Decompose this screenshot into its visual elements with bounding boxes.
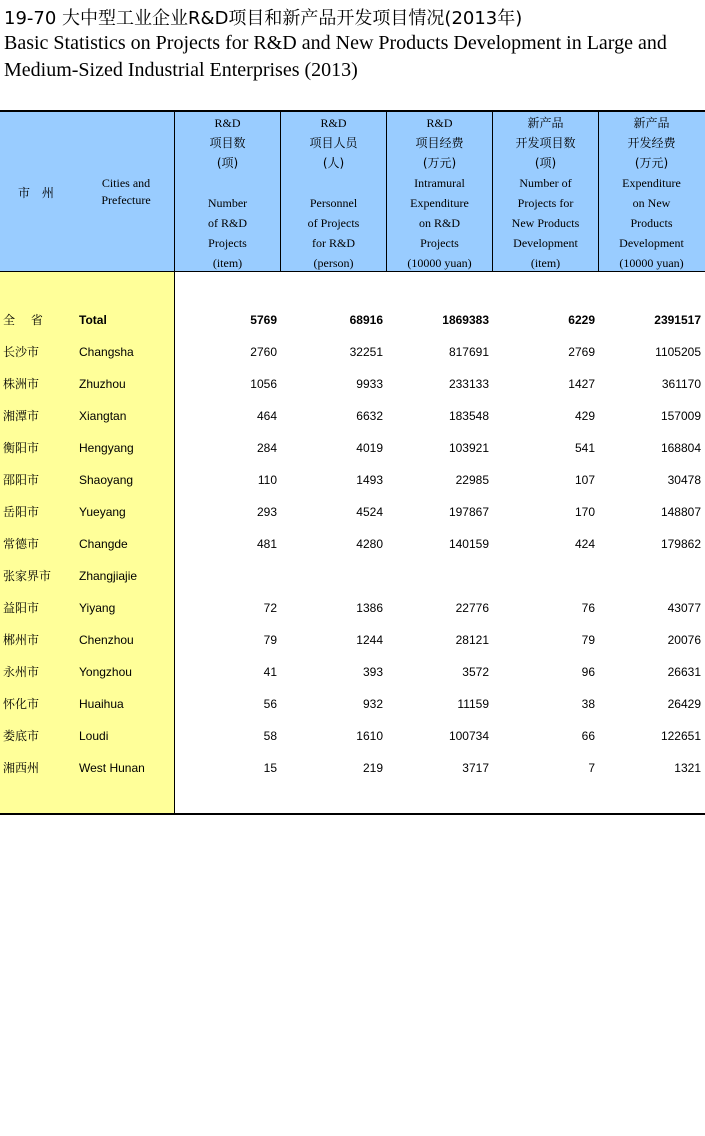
cell-value: 541 — [574, 441, 595, 455]
city-name-chinese: 湘潭市 — [3, 409, 40, 423]
table-row — [0, 760, 705, 792]
cell-value: 170 — [574, 505, 595, 519]
table-row — [0, 504, 705, 536]
statistics-table — [0, 110, 705, 815]
cell-value: 66 — [581, 729, 595, 743]
cell-value: 110 — [257, 473, 277, 487]
cell-value: 2769 — [568, 345, 595, 359]
cell-value: 1244 — [356, 633, 383, 647]
city-name-chinese: 张家界市 — [3, 569, 52, 583]
cell-value: 22776 — [455, 601, 489, 615]
cell-value: 1493 — [356, 473, 383, 487]
cell-value: 464 — [256, 409, 277, 423]
cell-value: 43077 — [667, 601, 701, 615]
cell-value: 5769 — [250, 313, 277, 327]
city-name-english: Shaoyang — [79, 473, 134, 487]
cell-value: 1386 — [356, 601, 383, 615]
cell-value: 817691 — [448, 345, 489, 359]
cell-value: 183548 — [448, 409, 489, 423]
table-row — [0, 728, 705, 760]
cell-value: 4280 — [356, 537, 383, 551]
cell-value: 219 — [362, 761, 383, 775]
cell-value: 6632 — [356, 409, 383, 423]
cell-value: 179862 — [660, 537, 701, 551]
cell-value: 38 — [581, 697, 595, 711]
table-row — [0, 344, 705, 376]
cell-value: 148807 — [660, 505, 701, 519]
city-name-english: Total — [79, 313, 107, 327]
cell-value: 140159 — [448, 537, 489, 551]
cell-value: 22985 — [455, 473, 489, 487]
cell-value: 32251 — [349, 345, 383, 359]
city-name-english: West Hunan — [79, 761, 145, 775]
city-name-english: Zhangjiajie — [79, 569, 138, 583]
cell-value: 481 — [256, 537, 277, 551]
city-name-chinese: 全 省 — [3, 313, 43, 327]
table-row — [0, 568, 705, 600]
column-header-rd-personnel: R&D 项目人员 (人) Personnel of Projects for R&D (person) — [307, 116, 360, 270]
column-divider — [492, 112, 493, 272]
cell-value: 26631 — [667, 665, 701, 679]
column-header-rd-expenditure: R&D 项目经费 (万元) Intramural Expenditure on R&D Projects (10000 yuan) — [407, 116, 472, 270]
cell-value: 233133 — [448, 377, 489, 391]
city-name-english: Changde — [79, 537, 128, 551]
table-row — [0, 440, 705, 472]
table-header — [0, 112, 705, 272]
city-name-chinese: 永州市 — [3, 665, 40, 679]
cell-value: 1321 — [674, 761, 701, 775]
cell-value: 6229 — [568, 313, 595, 327]
cell-value: 1610 — [356, 729, 383, 743]
city-header-chinese: 市 州 — [18, 186, 54, 200]
column-header-new-products-projects: 新产品 开发项目数 (项) Number of Projects for New Products Development (item) — [511, 116, 580, 270]
cell-value: 15 — [263, 761, 277, 775]
column-header-new-products-expenditure: 新产品 开发经费 (万元) Expenditure on New Products Development (10000 yuan) — [619, 116, 684, 270]
cell-value: 9933 — [356, 377, 383, 391]
city-name-english: Xiangtan — [79, 409, 127, 423]
cell-value: 1105205 — [655, 345, 701, 359]
city-name-chinese: 怀化市 — [3, 697, 40, 711]
cell-value: 7 — [588, 761, 595, 775]
cell-value: 4524 — [356, 505, 383, 519]
table-row — [0, 600, 705, 632]
cell-value: 293 — [256, 505, 277, 519]
cell-value: 100734 — [448, 729, 489, 743]
cell-value: 103921 — [448, 441, 489, 455]
page-title-english: Basic Statistics on Projects for R&D and New Products Development in Large and Medium-Sized Industrial Enterprises (2013) — [4, 32, 667, 81]
city-name-english: Loudi — [79, 729, 109, 743]
city-name-english: Yiyang — [79, 601, 116, 615]
cell-value: 424 — [574, 537, 595, 551]
cell-value: 28121 — [455, 633, 489, 647]
cell-value: 2391517 — [654, 313, 701, 327]
cell-value: 429 — [574, 409, 595, 423]
cell-value: 11159 — [457, 697, 489, 711]
city-name-chinese: 邵阳市 — [3, 473, 40, 487]
column-divider — [598, 112, 599, 272]
cell-value: 72 — [263, 601, 277, 615]
cell-value: 58 — [263, 729, 277, 743]
city-name-chinese: 常德市 — [3, 537, 40, 551]
city-name-chinese: 衡阳市 — [3, 441, 40, 455]
cell-value: 20076 — [667, 633, 701, 647]
cell-value: 56 — [263, 697, 277, 711]
city-name-english: Zhuzhou — [79, 377, 126, 391]
cell-value: 157009 — [660, 409, 701, 423]
page-title-chinese: 19-70 大中型工业企业R&D项目和新产品开发项目情况(2013年) — [4, 8, 523, 29]
table-row — [0, 696, 705, 728]
cell-value: 96 — [581, 665, 595, 679]
city-name-chinese: 益阳市 — [3, 601, 40, 615]
city-name-chinese: 岳阳市 — [3, 505, 40, 519]
cell-value: 284 — [256, 441, 277, 455]
city-name-chinese: 长沙市 — [3, 345, 40, 359]
city-name-chinese: 娄底市 — [3, 729, 40, 743]
cell-value: 41 — [263, 665, 277, 679]
table-row-total — [0, 312, 705, 344]
table-row — [0, 536, 705, 568]
table-row — [0, 376, 705, 408]
column-divider — [280, 112, 281, 272]
cell-value: 197867 — [448, 505, 489, 519]
cell-value: 76 — [581, 601, 595, 615]
cell-value: 30478 — [667, 473, 701, 487]
cell-value: 107 — [574, 473, 595, 487]
cell-value: 3572 — [462, 665, 489, 679]
cell-value: 68916 — [349, 313, 383, 327]
cell-value: 1869383 — [442, 313, 489, 327]
cell-value: 1427 — [568, 377, 595, 391]
column-divider — [386, 112, 387, 272]
city-name-english: Hengyang — [79, 441, 134, 455]
cell-value: 79 — [263, 633, 277, 647]
city-name-english: Yongzhou — [79, 665, 132, 679]
cell-value: 3717 — [462, 761, 489, 775]
column-header-rd-projects: R&D 项目数 (项) Number of R&D Projects (item) — [207, 116, 248, 270]
city-name-chinese: 湘西州 — [3, 761, 40, 775]
city-name-english: Chenzhou — [79, 633, 134, 647]
cell-value: 168804 — [660, 441, 701, 455]
table-row — [0, 472, 705, 504]
city-name-english: Yueyang — [79, 505, 126, 519]
cell-value: 79 — [581, 633, 595, 647]
cell-value: 2760 — [250, 345, 277, 359]
cell-value: 122651 — [660, 729, 701, 743]
cell-value: 26429 — [667, 697, 701, 711]
cell-value: 1056 — [250, 377, 277, 391]
cell-value: 932 — [362, 697, 383, 711]
table-row — [0, 408, 705, 440]
cell-value: 4019 — [356, 441, 383, 455]
cell-value: 393 — [362, 665, 383, 679]
city-name-english: Changsha — [79, 345, 134, 359]
city-name-chinese: 郴州市 — [3, 633, 40, 647]
city-name-chinese: 株洲市 — [3, 377, 40, 391]
table-row — [0, 664, 705, 696]
cell-value: 361170 — [661, 377, 701, 391]
city-header-english: Cities and Prefecture — [101, 176, 151, 207]
table-row — [0, 632, 705, 664]
city-name-english: Huaihua — [79, 697, 124, 711]
